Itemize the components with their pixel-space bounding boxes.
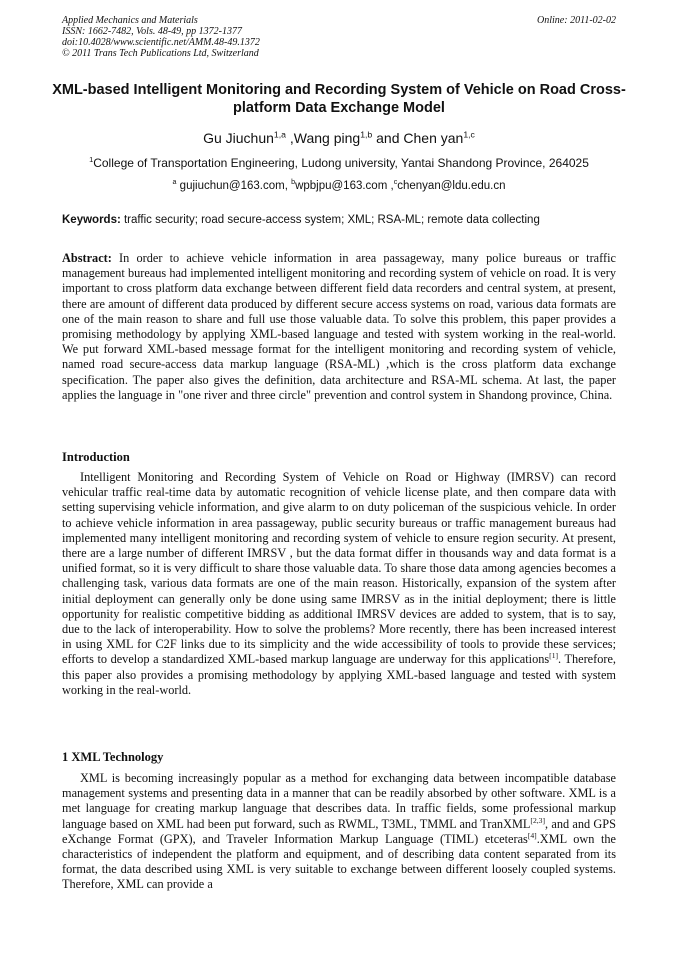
- citation-1: [1]: [549, 651, 559, 661]
- citation-4: [4]: [527, 830, 537, 840]
- abstract-label: Abstract:: [62, 251, 112, 265]
- xml-text-1: XML is becoming increasingly popular as a method for exchanging data between incompatible database management systems and presenting data in a manner that can be readily absorbed by other software. XML is a met language for creating markup language that describes data. In traffic fields, some professional markup language based on XML had been put forward, such as RWML, T3ML, TMML and TranXML: [62, 771, 616, 831]
- email-c-mark: c: [393, 178, 398, 187]
- paper-title: XML-based Intelligent Monitoring and Recording System of Vehicle on Road Cross-platform Data Exchange Model: [52, 82, 626, 116]
- keywords-label: Keywords:: [62, 214, 121, 226]
- abstract-text: In order to achieve vehicle information in area passageway, many police bureaus or traffic management bureaus had implemented intelligent monitoring and recording system of vehicle on road. It is very important to cross platform data exchange between different field data recorders and central system, at present, there are amount of different data produced by different secure access systems on road, various data formats are one of the main reason to share and full use those valuable data. To solve this problem, this paper provides a promising methodology by applying XML-based language and tested with system working in the real-world. We put forward XML-based message format for the intelligent monitoring and recording system of vehicle, named road secure-access data markup language (RSA-ML) ,which is the cross platform data exchange specification. The paper also gives the definition, data architecture and RSA-ML schema. At last, the paper applies the language in "one river and three circle" prevention and control system in Shandong province, China.: [62, 251, 616, 402]
- author-2: ,Wang ping: [285, 130, 361, 146]
- email-b: wpbjpu@163.com ,: [295, 180, 394, 192]
- xml-text-2: , and and GPS eXchange Format (GPX), and Traveler Information Markup Language (TIML) etceteras: [62, 816, 616, 846]
- email-c: chenyan@ldu.edu.cn: [397, 180, 506, 192]
- author-3: and Chen yan: [372, 130, 464, 146]
- copyright-line: © 2011 Trans Tech Publications Ltd, Switzerland: [62, 48, 259, 59]
- online-date: Online: 2011-02-02: [537, 15, 616, 26]
- journal-header: [62, 15, 616, 59]
- affiliation-text: College of Transportation Engineering, Ludong university, Yantai Shandong Province, 264025: [93, 156, 589, 170]
- author-3-mark: 1,c: [463, 129, 475, 140]
- author-list: [40, 129, 638, 147]
- xml-technology-body: [62, 771, 616, 893]
- email-b-mark: b: [291, 178, 296, 187]
- author-emails: [40, 179, 638, 194]
- author-2-mark: 1,b: [360, 129, 373, 140]
- affiliation-mark: 1: [89, 155, 94, 164]
- email-a: gujiuchun@163.com,: [176, 180, 292, 192]
- email-a-mark: a: [172, 178, 177, 187]
- introduction-text-1: Intelligent Monitoring and Recording System of Vehicle on Road or Highway (IMRSV) can record vehicular traffic real-time data by automatic recognition of vehicle license plate, and then compare data with setting supervising vehicle information, and give alarm to on duty policeman of the suspicious vehicle. In order to achieve vehicle information in area passageway, public security bureaus or traffic management bureaus had implemented many intelligent monitoring and recording system of vehicle to ensure region security. At present, there are a large number of different IMRSV , but the data format differ in thousands way and data format is a unified format, so it is very difficult to share those valuable data. To share those data among agencies becomes a challenging task, various data formats are one of the main reason. Historically, expansion of the system after initial deployment can generally only be done using same IMRSV as in the initial deployment; there is little opportunity for realistic competitive bidding as additional IMRSV devices are added to system, that is to say, due to the lack of interoperability. How to solve the problems? More recently, there has been increased interest in using XML for C2F links due to its simplicity and the wide accessibility of tools to provide these services; efforts to develop a standardized XML-based markup language are underway for this applications: [62, 470, 616, 667]
- introduction-body: [62, 470, 616, 698]
- abstract: [62, 251, 616, 403]
- keywords-text: traffic security; road secure-access system; XML; RSA-ML; remote data collecting: [120, 214, 540, 226]
- issn-line: ISSN: 1662-7482, Vols. 48-49, pp 1372-1377: [62, 26, 242, 37]
- introduction-heading: Introduction: [62, 450, 130, 464]
- author-1: Gu Jiuchun: [203, 130, 274, 146]
- introduction-text-2: . Therefore, this paper also provides a promising methodology by applying XML-based language and tested with system working in the real-world.: [62, 652, 616, 697]
- xml-technology-heading: 1 XML Technology: [62, 750, 164, 764]
- journal-name: Applied Mechanics and Materials: [62, 15, 198, 26]
- affiliation: [40, 156, 638, 171]
- citation-2-3: [2,3]: [530, 815, 545, 825]
- doi-line: doi:10.4028/www.scientific.net/AMM.48-49.1372: [62, 37, 260, 48]
- author-1-mark: 1,a: [273, 129, 286, 140]
- xml-text-3: .XML own the characteristics of independent the platform and equipment, and of describing data content separated from its format, the data described using XML is very suitable to exchange between different loosely coupled systems. Therefore, XML can provide a: [62, 831, 617, 892]
- keywords: [62, 213, 616, 228]
